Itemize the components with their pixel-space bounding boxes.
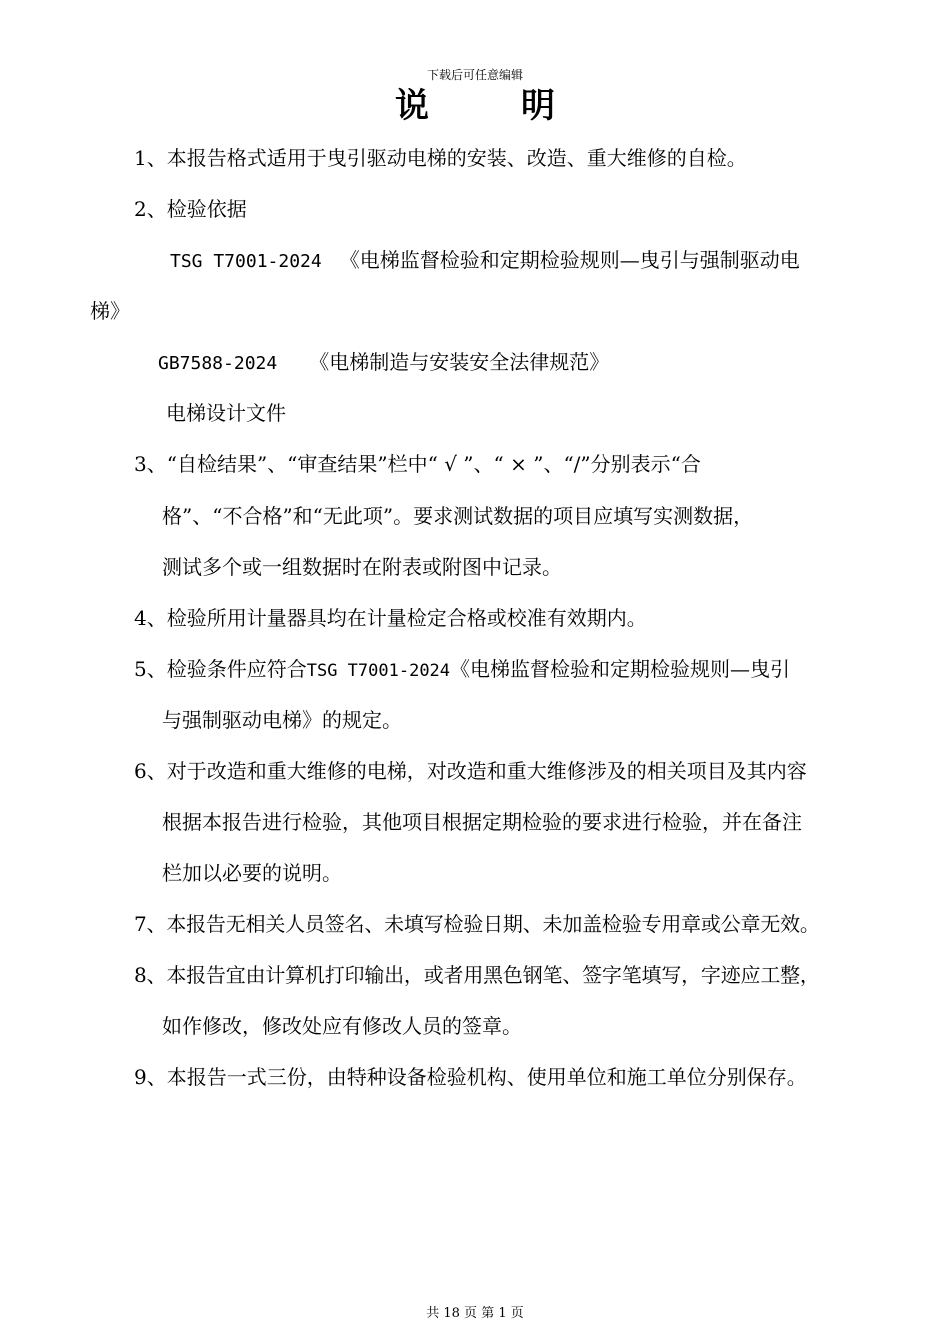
standard-title-gb: 《电梯制造与安装安全法律规范》 bbox=[309, 350, 610, 374]
item-5-line-2: 与强制驱动电梯》的规定。 bbox=[162, 708, 402, 732]
item-2c: 电梯设计文件 bbox=[166, 401, 286, 425]
page-footer: 共 18 页 第 1 页 bbox=[426, 1306, 524, 1321]
item-8-line-1: 8、本报告宜由计算机打印输出，或者用黑色钢笔、签字笔填写，字迹应工整， bbox=[134, 963, 820, 987]
item-7: 7、本报告无相关人员签名、未填写检验日期、未加盖检验专用章或公章无效。 bbox=[134, 912, 820, 936]
item-2: 2、检验依据 bbox=[134, 197, 247, 221]
item-3-line-1: 3、“自检结果”、“审查结果”栏中“ √ ”、“ × ”、“/”分别表示“合 bbox=[134, 452, 701, 476]
item-2b bbox=[158, 348, 609, 378]
standard-code-tsg: TSG T7001-2024 bbox=[170, 251, 322, 272]
item-3-line-3: 测试多个或一组数据时在附表或附图中记录。 bbox=[162, 555, 562, 579]
title-char-2: 明 bbox=[521, 86, 555, 126]
item-3-line-2: 格”、“不合格”和“无此项”。要求测试数据的项目应填写实测数据， bbox=[162, 504, 754, 528]
item-5-suffix: 《电梯监督检验和定期检验规则—曳引 bbox=[450, 657, 791, 681]
standard-title-tsg: 《电梯监督检验和定期检验规则—曳引与强制驱动电 bbox=[339, 248, 800, 272]
item-8-line-2: 如作修改，修改处应有修改人员的签章。 bbox=[162, 1014, 522, 1038]
item-5-line-1 bbox=[134, 655, 790, 685]
page-title bbox=[0, 84, 950, 128]
item-4: 4、检验所用计量器具均在计量检定合格或校准有效期内。 bbox=[134, 606, 647, 630]
standard-code-gb: GB7588-2024 bbox=[158, 353, 278, 374]
header-note: 下载后可任意编辑 bbox=[426, 68, 523, 82]
item-5-prefix: 5、检验条件应符合 bbox=[134, 657, 307, 681]
title-char-1: 说 bbox=[395, 86, 429, 126]
item-6-line-2: 根据本报告进行检验，其他项目根据定期检验的要求进行检验，并在备注 bbox=[162, 810, 802, 834]
item-6-line-3: 栏加以必要的说明。 bbox=[162, 861, 342, 885]
item-2a-line-2: 梯》 bbox=[90, 299, 130, 323]
item-2a-line-1 bbox=[170, 246, 800, 276]
item-9: 9、本报告一式三份，由特种设备检验机构、使用单位和施工单位分别保存。 bbox=[134, 1065, 807, 1089]
standard-code-tsg-ref: TSG T7001-2024 bbox=[306, 661, 451, 681]
item-1: 1、本报告格式适用于曳引驱动电梯的安装、改造、重大维修的自检。 bbox=[134, 146, 747, 170]
item-6-line-1: 6、对于改造和重大维修的电梯，对改造和重大维修涉及的相关项目及其内容 bbox=[134, 759, 807, 783]
